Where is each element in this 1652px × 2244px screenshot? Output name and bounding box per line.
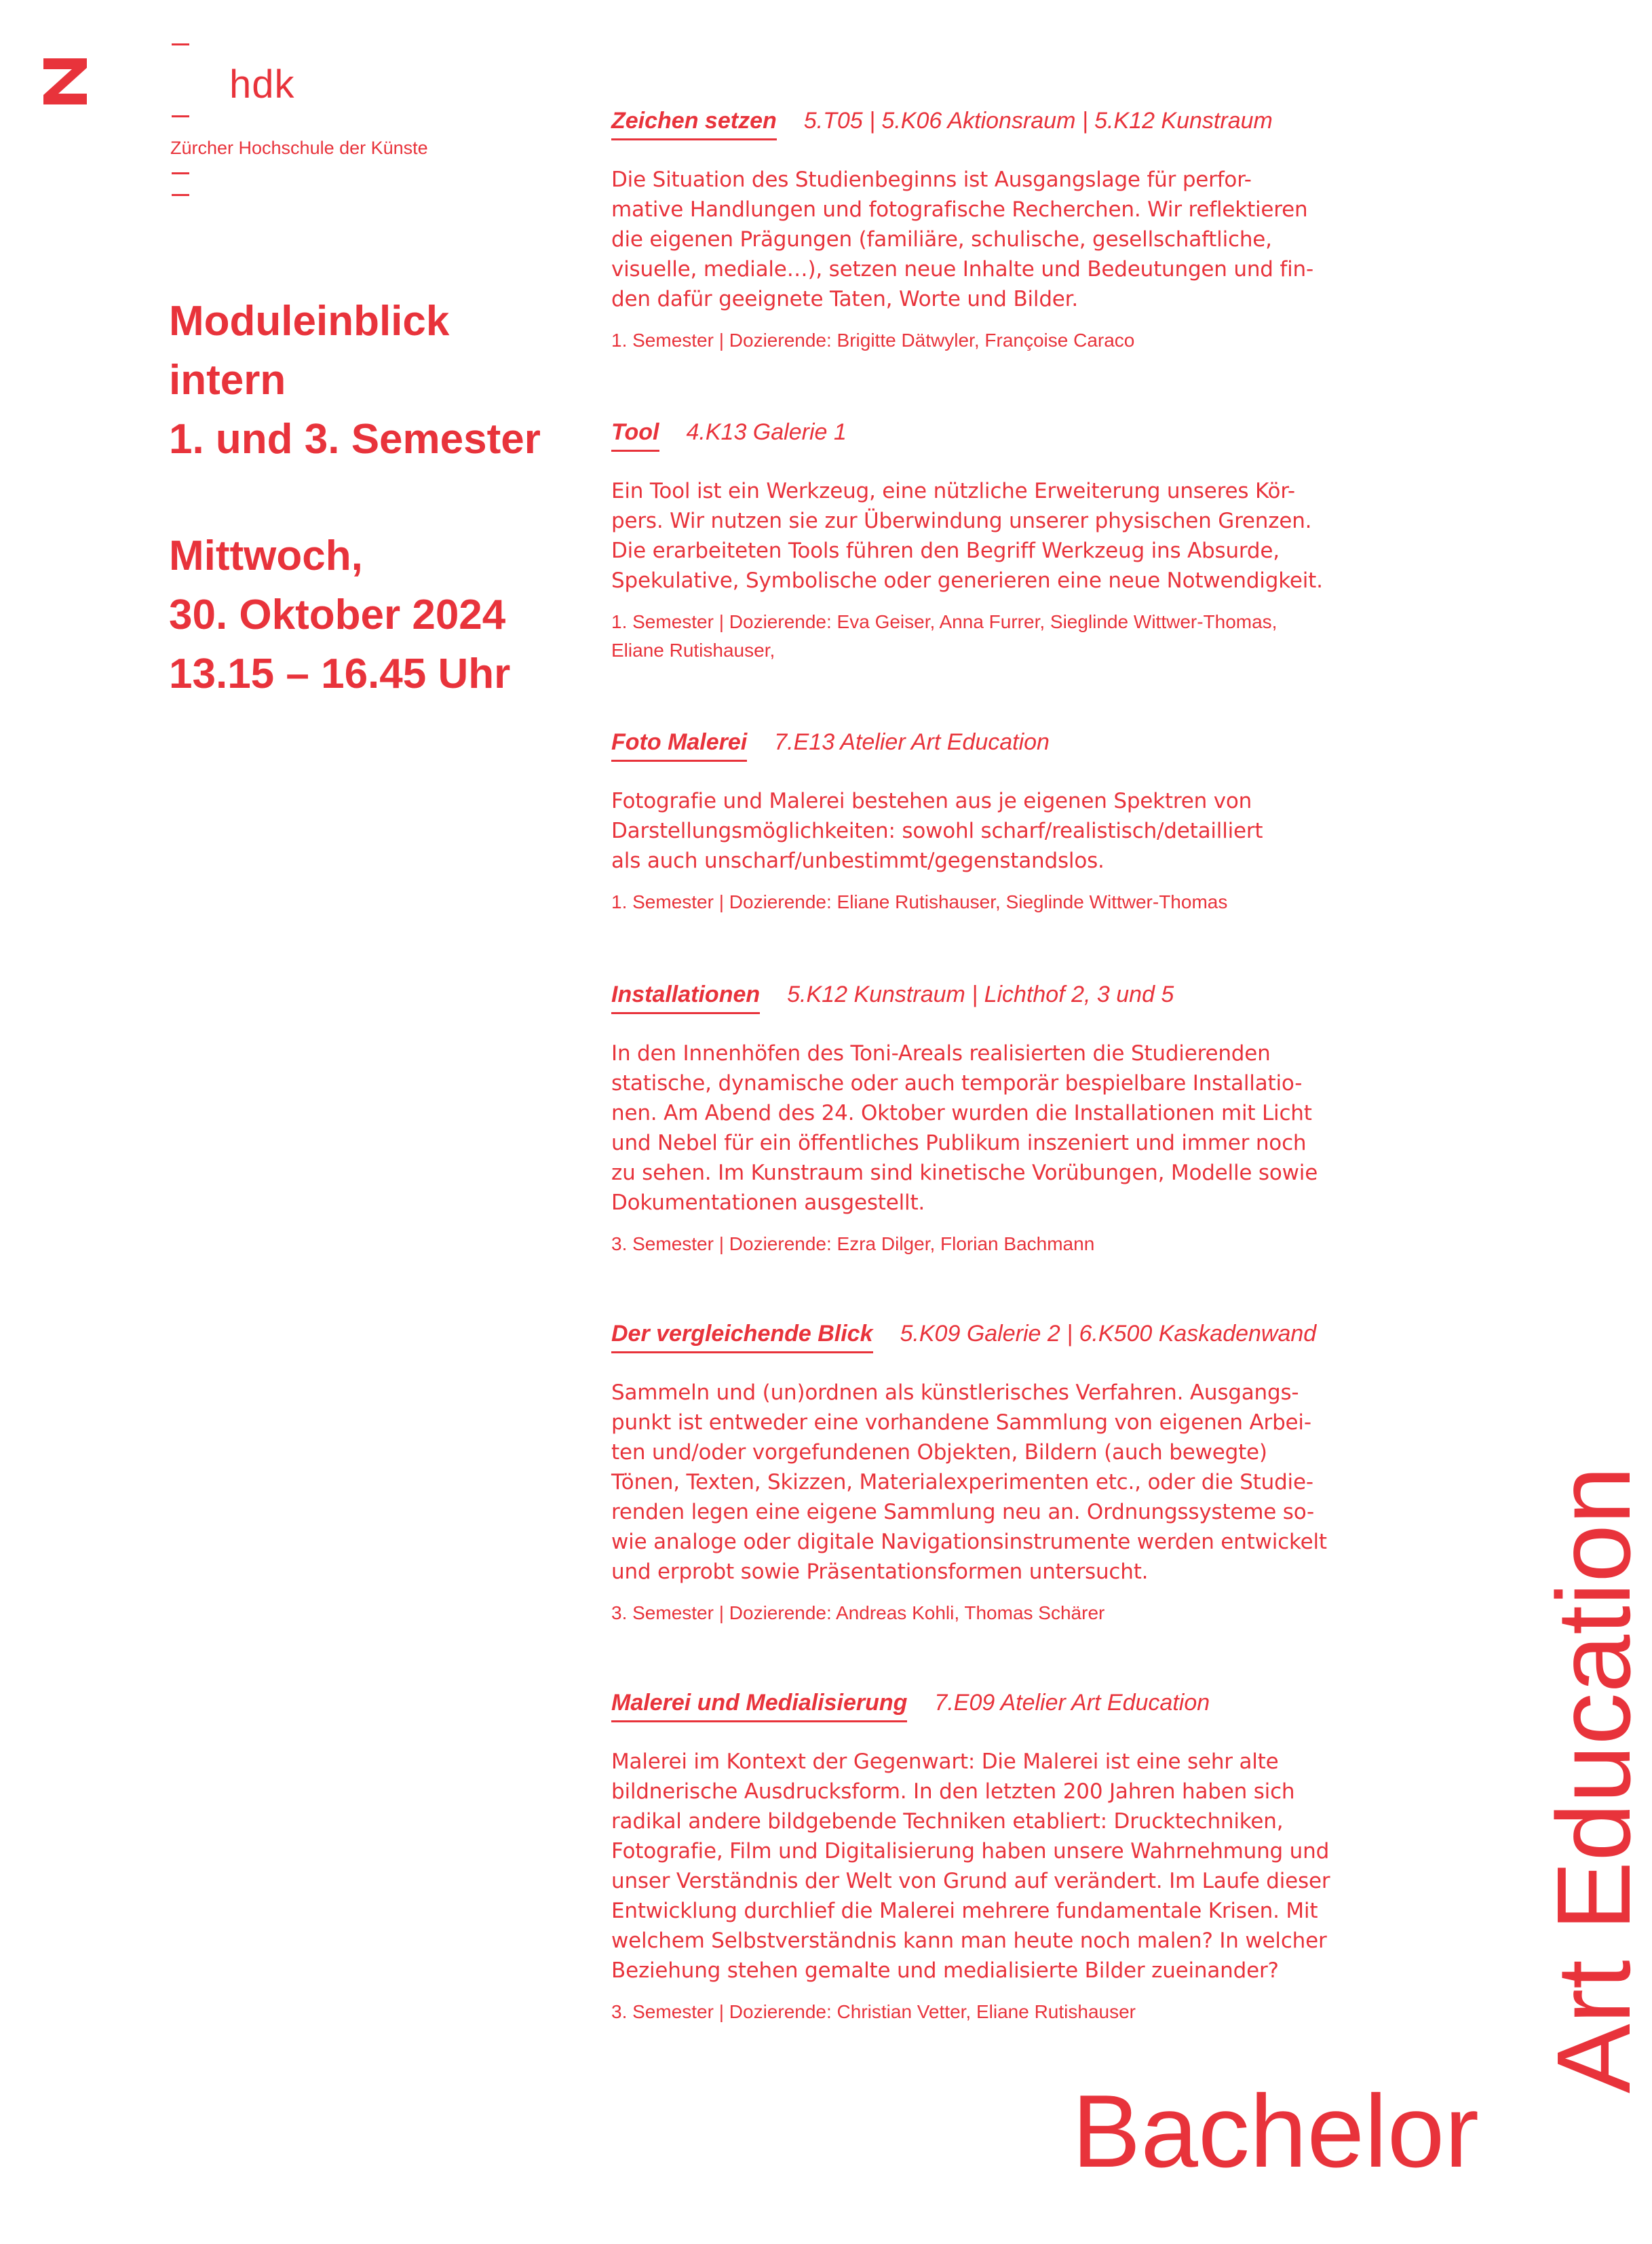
section-room: 5.K09 Galerie 2 | 6.K500 Kaskadenwand [900,1321,1317,1347]
degree-label: Bachelor [1072,2074,1479,2189]
section-heading [611,1689,1398,1719]
section-room: 5.T05 | 5.K06 Aktionsraum | 5.K12 Kunstraum [803,108,1273,134]
school-name: Zürcher Hochschule der Künste [170,138,428,158]
section-title: Zeichen setzen [611,107,777,140]
program-name-vertical: Art Education [1535,1466,1652,2093]
section-meta: 3. Semester | Dozierende: Christian Vetter, Eliane Rutishauser [611,2001,1136,2022]
logo-dash [172,43,189,45]
logo-dash [172,194,189,196]
title-line: Moduleinblick [169,298,450,345]
section-body: Ein Tool ist ein Werkzeug, eine nützliche Erweiterung unseres Kör- pers. Wir nutzen sie zur Überwindung unserer physischen Grenzen. Die erarbeiteten Tools führen den Begriff Werkzeug ins Absurde, Spekulative, Symbolische oder generieren eine neue Notwendigkeit. [611,479,1323,593]
section-meta: 1. Semester | Dozierende: Eva Geiser, Anna Furrer, Sieglinde Wittwer-Thomas, Eliane Rutishauser, [611,611,1278,661]
section-heading [611,107,1398,137]
section-meta: 3. Semester | Dozierende: Andreas Kohli, Thomas Schärer [611,1602,1105,1623]
section-body: Malerei im Kontext der Gegenwart: Die Malerei ist eine sehr alte bildnerische Ausdrucksform. In den letzten 200 Jahren haben sich radikal andere bildgebende Techniken etabliert: Drucktechniken, Fotografie, Film und Digitalisierung haben unsere Wahrnehmung und unser Verständnis der Welt von Grund auf verändert. Im Laufe dieser Entwicklung durchlief die Malerei mehrere fundamentale Krisen. Mit welchem Selbstverständnis kann man heute noch malen? In welcher Beziehung stehen gemalte und medialisierte Bilder zueinander? [611,1749,1330,1983]
logo-dash [172,172,189,174]
section-title: Foto Malerei [611,729,747,762]
section-room: 5.K12 Kunstraum | Lichthof 2, 3 und 5 [787,982,1174,1007]
section-meta: 1. Semester | Dozierende: Brigitte Dätwyler, Françoise Caraco [611,330,1135,351]
section-meta: 3. Semester | Dozierende: Ezra Dilger, Florian Bachmann [611,1233,1095,1254]
date-weekday: Mittwoch, [169,533,363,579]
zhdk-z-logo [43,58,87,104]
module-section [611,729,1398,916]
module-section [611,981,1398,1258]
module-section [611,1689,1398,2026]
section-title: Der vergleichende Blick [611,1320,873,1353]
section-room: 7.E09 Atelier Art Education [934,1690,1210,1716]
section-heading [611,419,1398,448]
section-title: Installationen [611,981,760,1014]
title-line: 1. und 3. Semester [169,416,541,463]
section-meta: 1. Semester | Dozierende: Eliane Rutishauser, Sieglinde Wittwer-Thomas [611,891,1228,912]
section-heading [611,981,1398,1011]
logo-dash [172,115,189,117]
title-line: intern [169,357,286,404]
section-heading [611,729,1398,758]
event-title [169,292,541,469]
module-section [611,107,1398,355]
section-body: Sammeln und (un)ordnen als künstlerisches Verfahren. Ausgangs- punkt ist entweder eine vorhandene Sammlung von eigenen Arbei- ten und/oder vorgefundenen Objekten, Bildern (auch bewegte) Tönen, Texten, Skizzen, Materialexperimenten etc., oder die Studie- renden legen eine eigene Sammlung neu an. Ordnungssysteme so- wie analoge oder digitale Navigationsinstrumente werden entwickelt und erprobt sowie Präsentationsformen untersucht. [611,1380,1327,1584]
module-section [611,419,1398,665]
section-body: Fotografie und Malerei bestehen aus je eigenen Spektren von Darstellungsmöglichkeiten: sowohl scharf/realistisch/detailliert als auch unscharf/unbestimmt/gegenstandslos. [611,789,1263,873]
time: 13.15 – 16.45 Uhr [169,651,511,697]
section-title: Malerei und Medialisierung [611,1689,907,1722]
event-datetime [169,526,510,703]
logo-wordmark: hdk [229,62,295,107]
section-body: Die Situation des Studienbeginns ist Ausgangslage für perfor- mative Handlungen und fotografische Recherchen. Wir reflektieren die eigenen Prägungen (familiäre, schulische, gesellschaftliche, visuelle, mediale…), setzen neue Inhalte und Bedeutungen und fin- den dafür geeignete Taten, Worte und Bilder. [611,168,1313,311]
section-room: 4.K13 Galerie 1 [686,419,847,445]
module-section [611,1320,1398,1627]
section-body: In den Innenhöfen des Toni-Areals realisierten die Studierenden statische, dynamische oder auch temporär bespielbare Installatio- nen. Am Abend des 24. Oktober wurden die Installationen mit Licht und Nebel für ein öffentliches Publikum inszeniert und immer noch zu sehen. Im Kunstraum sind kinetische Vorübungen, Modelle sowie Dokumentationen ausgestellt. [611,1041,1318,1215]
section-room: 7.E13 Atelier Art Education [774,729,1050,755]
section-heading [611,1320,1398,1350]
section-title: Tool [611,419,659,452]
date: 30. Oktober 2024 [169,592,506,638]
